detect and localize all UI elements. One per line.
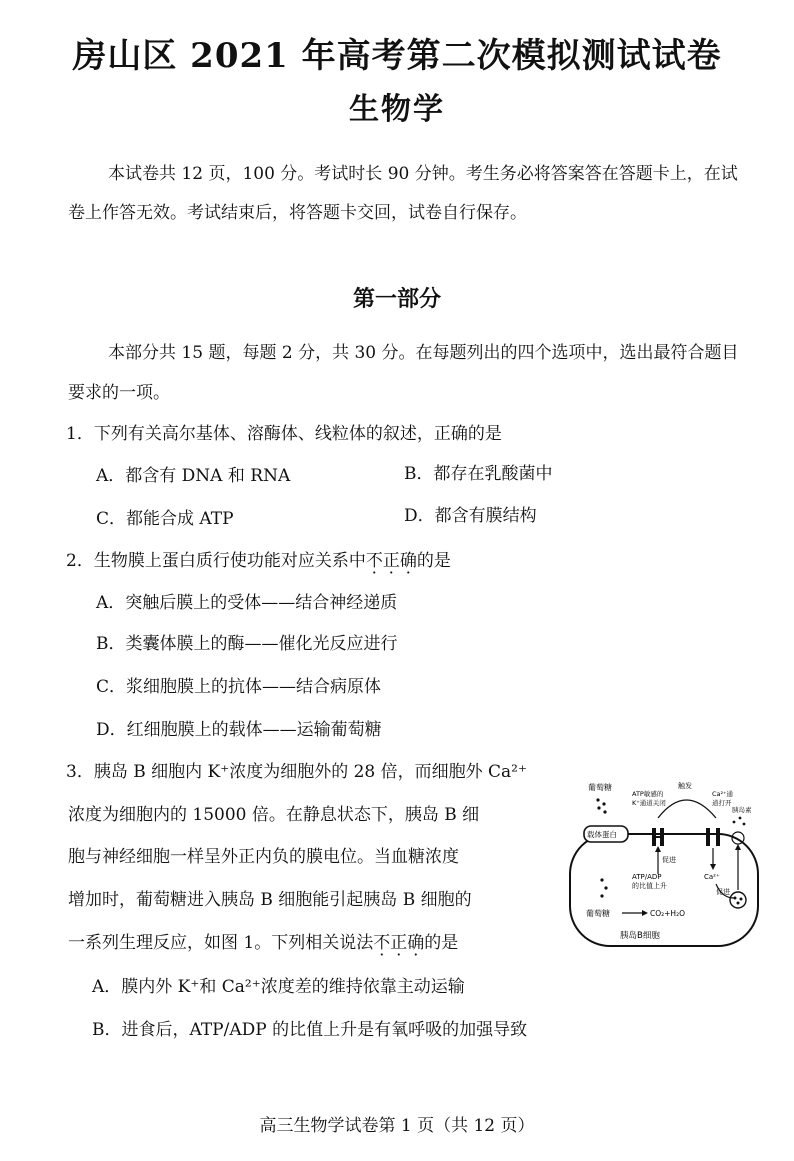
q2-option-a: A．突触后膜上的受体——结合神经递质 [96,593,398,613]
q3-option-b: B．进食后，ATP/ADP 的比值上升是有氧呼吸的加强导致 [92,1020,528,1040]
label-ca-channel-2: 道打开 [712,799,732,807]
arrowhead [655,846,661,852]
q3-line-5 [68,933,458,953]
q3-line-1: 3．胰岛 B 细胞内 K⁺浓度为细胞外的 28 倍，而细胞外 Ca²⁺ [66,762,527,782]
islet-b-cell-diagram [566,778,762,954]
page-footer: 高三生物学试卷第 1 页（共 12 页） [259,1116,535,1136]
trigger-arrow [658,800,716,818]
q2-stem-pre: 2．生物膜上蛋白质行使功能对应关系中 [66,551,366,571]
insulin-dots [733,817,746,826]
q1-option-b: B．都存在乳酸菌中 [404,464,553,484]
arrowhead [710,864,716,870]
q1-option-a: A．都含有 DNA 和 RNA [96,466,291,486]
glucose-dots-inside [600,878,607,897]
q2-option-c: C．浆细胞膜上的抗体——结合病原体 [96,677,382,697]
section-desc-line-1: 本部分共 15 题，每题 2 分，共 30 分。在每题列出的四个选项中，选出最符合题目 [108,343,739,363]
instructions-line-1: 本试卷共 12 页，100 分。考试时长 90 分钟。考生务必将答案答在答题卡上，在试 [108,164,738,184]
label-ca-channel-1: Ca²⁺通 [712,790,734,798]
emphasis-char: 不 [365,551,383,571]
q3-line-2: 浓度为细胞内的 15000 倍。在静息状态下，胰岛 B 细 [68,805,480,825]
label-products: CO₂+H₂O [650,909,685,918]
q1-option-c: C．都能合成 ATP [96,509,234,529]
label-carrier-protein: 载体蛋白 [587,830,617,839]
label-k-channel-2: K⁺通道关闭 [632,799,666,807]
q2-stem-post: 的是 [416,551,451,571]
section-desc-line-2: 要求的一项。 [68,383,170,403]
q3-line-5-pre: 一系列生理反应，如图 1。下列相关说法 [68,933,374,953]
label-ca-inside: Ca²⁺ [704,873,720,881]
label-ratio-2: 的比值上升 [632,882,667,890]
subject-title: 生物学 [349,92,445,127]
ca-channel-left [706,828,710,846]
emphasis-char: 正 [390,933,408,953]
emphasis-char: 正 [382,551,400,571]
label-ratio-1: ATP/ADP [632,873,662,881]
label-insulin: 胰岛素 [732,806,752,814]
q1-stem: 1．下列有关高尔基体、溶酶体、线粒体的叙述，正确的是 [66,424,502,444]
exam-title: 房山区 2021 年高考第二次模拟测试试卷 [72,36,722,76]
arrowhead [642,910,648,916]
insulin-vesicle [730,892,746,908]
glucose-dots-outside [596,798,606,813]
label-promote-2: 促进 [716,888,730,896]
arrowhead [735,844,741,850]
vesicle-content [734,897,743,905]
q3-line-3: 胞与神经细胞一样呈外正内负的膜电位。当血糖浓度 [68,847,459,867]
q2-stem [66,551,451,571]
ca-channel-right [716,828,720,846]
label-cell: 胰岛B细胞 [620,931,660,941]
emphasis-char: 确 [399,551,417,571]
q3-line-5-post: 的是 [424,933,459,953]
section-title: 第一部分 [352,286,441,312]
q3-option-a: A．膜内外 K⁺和 Ca²⁺浓度差的维持依靠主动运输 [92,977,465,997]
label-promote-1: 促进 [662,856,676,864]
label-k-channel-1: ATP敏感的 [632,790,664,798]
label-glucose-inside: 葡萄糖 [586,909,610,918]
q2-option-b: B．类囊体膜上的酶——催化光反应进行 [96,634,398,654]
q1-option-d: D．都含有膜结构 [404,506,537,526]
emphasis-char: 确 [407,933,425,953]
q3-line-4: 增加时，葡萄糖进入胰岛 B 细胞能引起胰岛 B 细胞的 [68,890,472,910]
label-glucose-outside: 葡萄糖 [588,783,612,792]
instructions-line-2: 卷上作答无效。考试结束后，将答题卡交回，试卷自行保存。 [68,203,527,223]
label-trigger: 触发 [678,782,692,790]
emphasis-char: 不 [373,933,391,953]
q2-option-d: D．红细胞膜上的载体——运输葡萄糖 [96,720,382,740]
